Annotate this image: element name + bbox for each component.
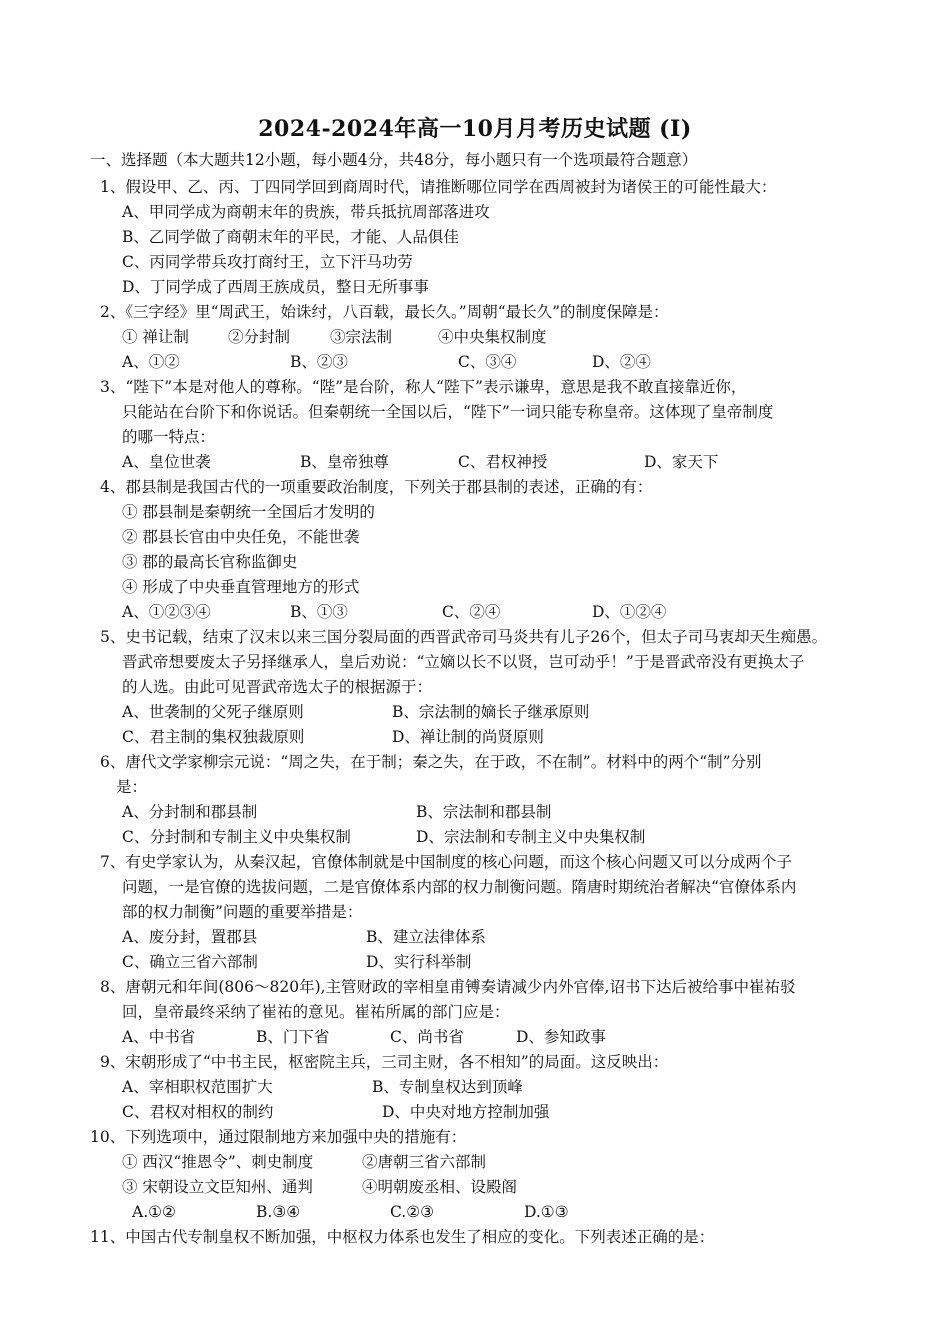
question-4-option-c: C、②④ [442,603,501,621]
question-1-option-b: B、乙同学做了商朝末年的平民，才能、人品俱佳 [122,228,459,246]
question-5-stem-line-2: 晋武帝想要废太子另择继承人，皇后劝说：“立嫡以长不以贤，岂可动乎！”于是晋武帝没有更换太子 [122,653,805,671]
question-4-stem: 4、郡县制是我国古代的一项重要政治制度，下列关于郡县制的表述，正确的有： [100,478,653,496]
question-2-option-d: D、②④ [592,353,651,371]
question-10-option-c: C.②③ [390,1203,435,1221]
question-5-option-c: C、君主制的集权独裁原则 [122,728,305,746]
question-7-option-b: B、建立法律体系 [366,928,486,946]
question-7-stem-line-2: 问题，一是官僚的选拔问题，二是官僚体系内部的权力制衡问题。隋唐时期统治者解决“官僚体系内 [122,878,797,896]
question-3-stem-line-2: 只能站在台阶下和你说话。但秦朝统一全国以后，“陛下”一词只能专称皇帝。这体现了皇帝制度 [122,403,774,421]
question-2-stem: 2、《三字经》里“周武王，始诛纣，八百载，最长久。”周朝“最长久”的制度保障是： [100,303,669,321]
question-6-option-d: D、宗法制和专制主义中央集权制 [416,828,646,846]
question-4-option-a: A、①②③④ [122,603,211,621]
question-9-option-b: B、专制皇权达到顶峰 [372,1078,523,1096]
question-2-item-3: ③宗法制 [330,328,393,346]
question-4-option-d: D、①②④ [592,603,667,621]
question-7-option-a: A、废分封，置郡县 [122,928,258,946]
question-2-item-2: ②分封制 [228,328,291,346]
question-3-option-a: A、皇位世袭 [122,453,211,471]
question-2-option-a: A、①② [122,353,180,371]
question-3-option-c: C、君权神授 [458,453,548,471]
question-3-stem-line-3: 的哪一特点： [122,428,216,446]
page-title: 2024-2024年高一10月月考历史试题 (I) [258,116,692,142]
question-3-stem-line-1: 3、“陛下”本是对他人的尊称。“陛”是台阶，称人“陛下”表示谦卑，意思是我不敢直接靠近你， [100,378,747,396]
question-5-option-a: A、世袭制的父死子继原则 [122,703,304,721]
question-6-option-a: A、分封制和郡县制 [122,803,258,821]
question-8-option-d: D、参知政事 [516,1028,606,1046]
question-1-option-d: D、丁同学成了西周王族成员，整日无所事事 [122,278,429,296]
question-7-option-d: D、实行科举制 [366,953,472,971]
question-7-option-c: C、确立三省六部制 [122,953,258,971]
question-7-stem-line-3: 部的权力制衡”问题的重要举措是： [122,903,363,921]
question-5-option-b: B、宗法制的嫡长子继承原则 [392,703,590,721]
question-7-stem-line-1: 7、有史学家认为，从秦汉起，官僚体制就是中国制度的核心问题，而这个核心问题又可以分成两个子 [100,853,792,871]
question-9-option-d: D、中央对地方控制加强 [382,1103,550,1121]
question-3-option-b: B、皇帝独尊 [300,453,389,471]
question-2-option-b: B、②③ [290,353,348,371]
question-10-item-1: ① 西汉“推恩令”、刺史制度 [122,1153,314,1171]
question-8-stem-line-1: 8、唐朝元和年间(806～820年),主管财政的宰相皇甫镈奏请减少内外官俸,诏书下达后被给事中崔祐驳 [100,978,796,996]
question-1-stem: 1、假设甲、乙、丙、丁四同学回到商周时代，请推断哪位同学在西周被封为诸侯王的可能性最大： [100,178,777,196]
question-10-option-a: A.①② [132,1203,176,1221]
question-1-option-c: C、丙同学带兵攻打商纣王，立下汗马功劳 [122,253,413,271]
question-1-option-a: A、甲同学成为商朝末年的贵族，带兵抵抗周部落进攻 [122,203,490,221]
question-5-stem-line-3: 的人选。由此可见晋武帝选太子的根据源于： [122,678,433,696]
question-10-item-3: ③ 宋朝设立文臣知州、通判 [122,1178,313,1196]
question-10-stem: 10、下列选项中，通过限制地方来加强中央的措施有： [90,1128,467,1146]
question-2-item-4: ④中央集权制度 [438,328,547,346]
question-10-option-d: D.①③ [524,1203,569,1221]
question-4-item-1: ① 郡县制是秦朝统一全国后才发明的 [122,503,375,521]
question-9-option-c: C、君权对相权的制约 [122,1103,274,1121]
question-8-option-a: A、中书省 [122,1028,196,1046]
question-4-item-4: ④ 形成了中央垂直管理地方的形式 [122,578,360,596]
question-6-option-c: C、分封制和专制主义中央集权制 [122,828,351,846]
question-8-option-b: B、门下省 [256,1028,330,1046]
question-10-option-b: B.③④ [256,1203,301,1221]
question-11-stem: 11、中国古代专制皇权不断加强，中枢权力体系也发生了相应的变化。下列表述正确的是： [90,1228,715,1246]
question-10-item-2: ②唐朝三省六部制 [362,1153,487,1171]
question-5-stem-line-1: 5、史书记载，结束了汉末以来三国分裂局面的西晋武帝司马炎共有儿子26个，但太子司马衷却天生痴愚。 [100,628,828,646]
question-2-item-1: ① 禅让制 [122,328,189,346]
question-4-item-3: ③ 郡的最高长官称监御史 [122,553,298,571]
question-4-item-2: ② 郡县长官由中央任免，不能世袭 [122,528,360,546]
question-9-stem: 9、宋朝形成了“中书主民，枢密院主兵，三司主财，各不相知”的局面。这反映出： [100,1053,669,1071]
question-9-option-a: A、宰相职权范围扩大 [122,1078,273,1096]
question-4-option-b: B、①③ [290,603,348,621]
question-8-stem-line-2: 回，皇帝最终采纳了崔祐的意见。崔祐所属的部门应是： [122,1003,510,1021]
question-6-stem-line-2: 是： [116,778,148,796]
question-8-option-c: C、尚书省 [390,1028,464,1046]
question-10-item-4: ④明朝废丞相、设殿阁 [362,1178,518,1196]
question-6-option-b: B、宗法制和郡县制 [416,803,552,821]
question-5-option-d: D、禅让制的尚贤原则 [392,728,544,746]
question-2-option-c: C、③④ [458,353,517,371]
section-header: 一、选择题（本大题共12小题，每小题4分，共48分，每小题只有一个选项最符合题意） [90,151,698,169]
question-6-stem-line-1: 6、唐代文学家柳宗元说：“周之失，在于制；秦之失，在于政，不在制”。材料中的两个“制”分别 [100,753,762,771]
question-3-option-d: D、家天下 [644,453,719,471]
